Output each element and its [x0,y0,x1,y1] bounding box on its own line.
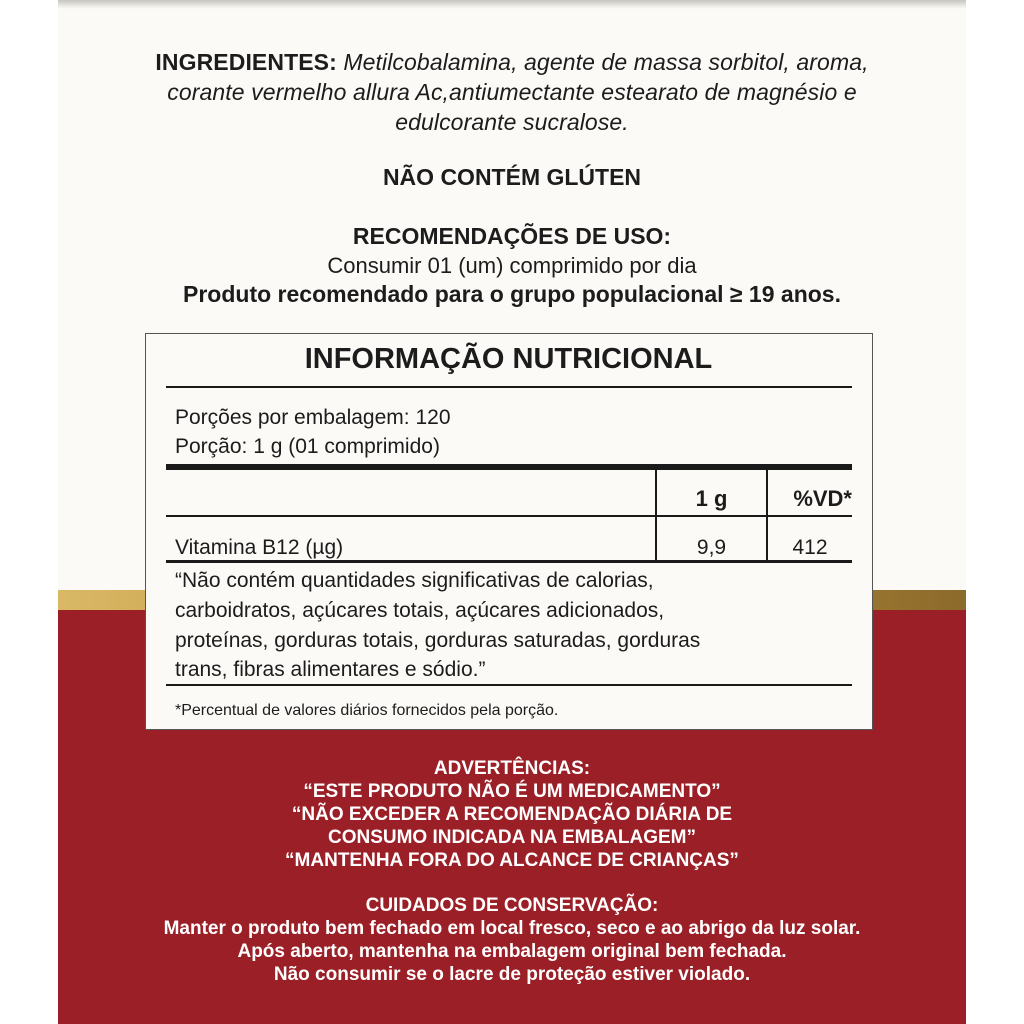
serving-size: Porção: 1 g (01 comprimido) [175,435,440,458]
storage-line-3: Não consumir se o lacre de proteção estiver violado. [273,964,751,985]
nutrition-footnote: *Percentual de valores diários fornecidos pela porção. [175,702,559,719]
ingredients-line-2 [58,77,966,107]
usage-population: Produto recomendado para o grupo populacional ≥ 19 anos. [183,281,841,307]
warning-line-4: “MANTENHA FORA DO ALCANCE DE CRIANÇAS” [285,850,739,871]
column-header-amount: 1 g [695,486,728,511]
storage-line-1: Manter o produto bem fechado em local fresco, seco e ao abrigo da luz solar. [163,918,861,939]
thick-divider [166,560,852,563]
ingredients-text-2: corante vermelho allura Ac,antiumectante estearato de magnésio e [167,79,857,105]
storage-title: CUIDADOS DE CONSERVAÇÃO: [365,895,659,916]
nutrient-amount: 9,9 [696,536,727,559]
thick-divider [166,464,852,470]
usage-title: RECOMENDAÇÕES DE USO: [352,223,672,249]
divider [166,684,852,686]
nutrition-note-line-4: trans, fibras alimentares e sódio.” [175,658,486,681]
warning-line-2: “NÃO EXCEDER A RECOMENDAÇÃO DIÁRIA DE [291,804,733,825]
ingredients-label: INGREDIENTES: [155,49,337,75]
storage-line-2: Após aberto, mantenha na embalagem original bem fechada. [237,941,787,962]
nutrition-note-line-1: “Não contém quantidades significativas de calorias, [175,569,654,592]
nutrient-name: Vitamina B12 (µg) [175,536,344,559]
top-edge-shadow [58,0,966,9]
warning-line-1: “ESTE PRODUTO NÃO É UM MEDICAMENTO” [303,781,721,802]
nutrition-note-line-3: proteínas, gorduras totais, gorduras saturadas, gorduras [175,629,701,652]
column-header-dv: %VD* [793,486,852,511]
warning-line-3: CONSUMO INDICADA NA EMBALAGEM” [327,827,697,848]
usage-dosage: Consumir 01 (um) comprimido por dia [327,253,697,278]
nutrient-dv: 412 [792,536,828,559]
divider [166,386,852,388]
nutrition-title: INFORMAÇÃO NUTRICIONAL [304,343,713,375]
nutrition-note-line-2: carboidratos, açúcares totais, açúcares adicionados, [175,599,665,622]
ingredients-line-1 [58,47,966,77]
servings-per-package: Porções por embalagem: 120 [175,406,451,429]
nutrition-table [145,333,873,730]
warnings-title: ADVERTÊNCIAS: [433,758,591,779]
ingredients-text-3: edulcorante sucralose. [395,109,629,135]
ingredients-line-3 [58,107,966,137]
label-panel [58,0,966,1024]
ingredients-text-1: Metilcobalamina, agente de massa sorbitol, aroma, [343,49,869,75]
gluten-free-notice: NÃO CONTÉM GLÚTEN [382,164,642,190]
divider [166,515,852,517]
